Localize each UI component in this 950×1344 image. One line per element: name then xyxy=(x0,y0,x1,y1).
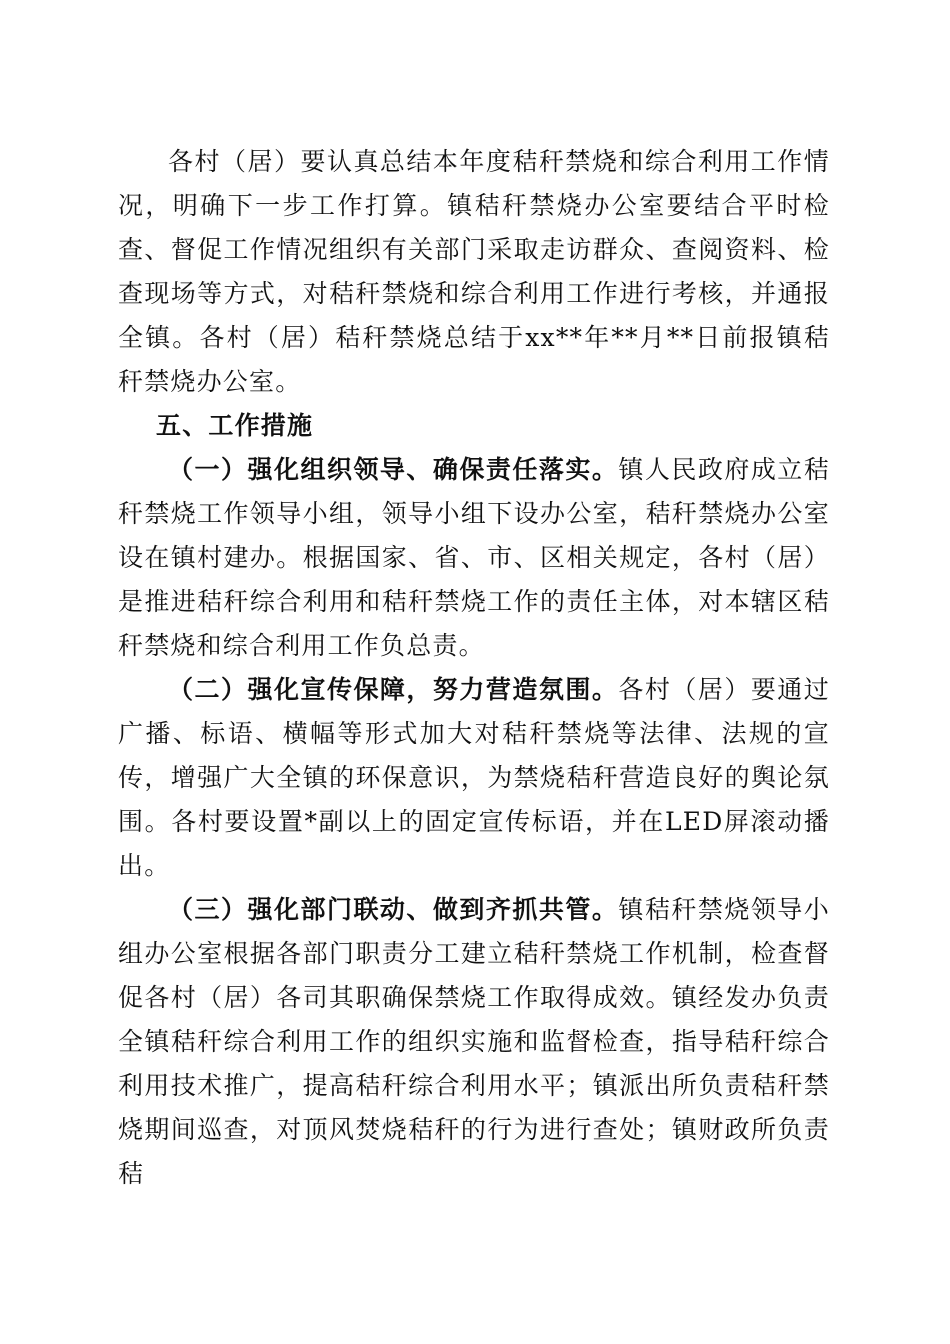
paragraph-measure-3 xyxy=(118,888,830,1196)
paragraph-measure-1 xyxy=(118,448,830,668)
measure-1-lead: （一）强化组织领导、确保责任落实。 xyxy=(168,455,619,484)
measure-1-body: 镇人民政府成立秸秆禁烧工作领导小组，领导小组下设办公室，秸秆禁烧办公室设在镇村建办。根据国家、省、市、区相关规定，各村（居）是推进秸秆综合利用和秸秆禁烧工作的责任主体，对本辖区秸秆禁烧和综合利用工作负总责。 xyxy=(118,455,830,660)
measure-3-body: 镇秸秆禁烧领导小组办公室根据各部门职责分工建立秸秆禁烧工作机制，检查督促各村（居）各司其职确保禁烧工作取得成效。镇经发办负责全镇秸秆综合利用工作的组织实施和监督检查，指导秸秆综合利用技术推广，提高秸秆综合利用水平；镇派出所负责秸秆禁烧期间巡查，对顶风焚烧秸秆的行为进行查处；镇财政所负责秸 xyxy=(118,895,830,1188)
paragraph-measure-2 xyxy=(118,668,830,888)
paragraph-summary: 各村（居）要认真总结本年度秸秆禁烧和综合利用工作情况，明确下一步工作打算。镇秸秆禁烧办公室要结合平时检查、督促工作情况组织有关部门采取走访群众、查阅资料、检查现场等方式，对秸秆禁烧和综合利用工作进行考核，并通报全镇。各村（居）秸秆禁烧总结于xx**年**月**日前报镇秸秆禁烧办公室。 xyxy=(118,147,830,396)
document-body xyxy=(118,140,830,1196)
measure-2-lead: （二）强化宣传保障，努力营造氛围。 xyxy=(168,675,619,704)
measure-2-body: 各村（居）要通过广播、标语、横幅等形式加大对秸秆禁烧等法律、法规的宣传，增强广大全镇的环保意识，为禁烧秸秆营造良好的舆论氛围。各村要设置*副以上的固定宣传标语，并在LED屏滚动播出。 xyxy=(118,675,830,880)
measure-3-lead: （三）强化部门联动、做到齐抓共管。 xyxy=(168,895,619,924)
section-heading-work-measures: 五、工作措施 xyxy=(156,411,314,440)
